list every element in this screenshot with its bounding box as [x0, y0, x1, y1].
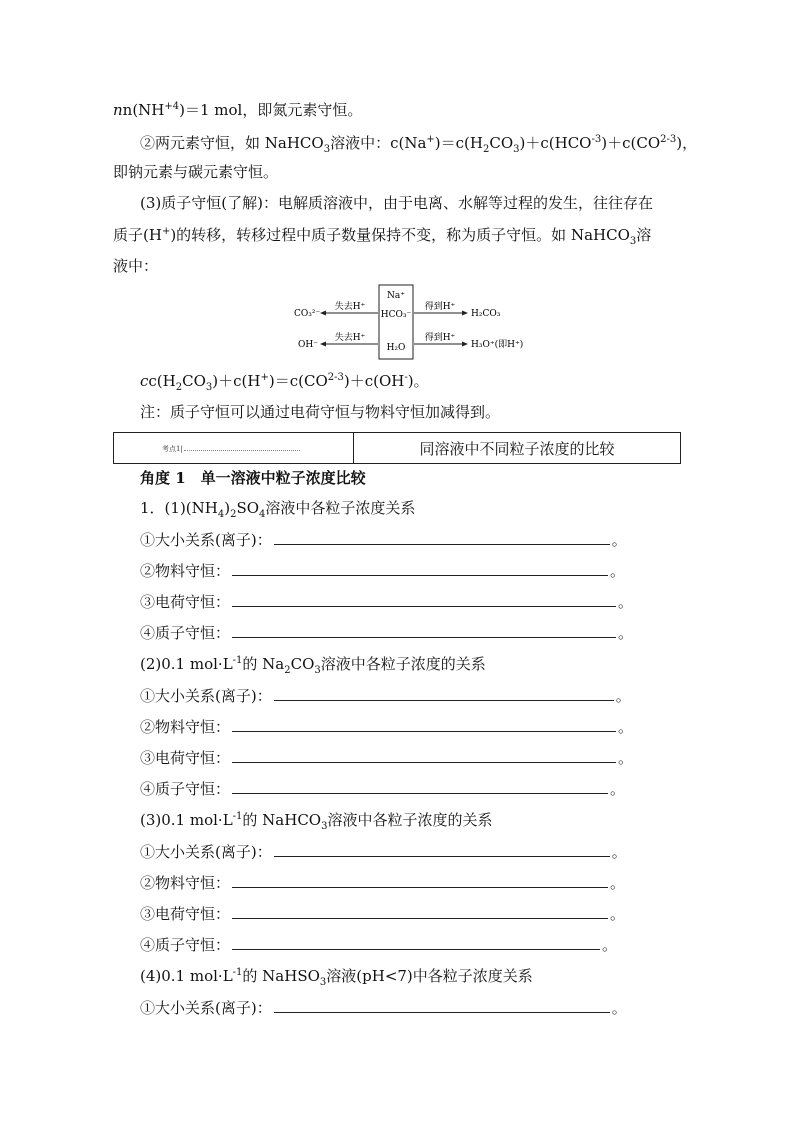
answer-blank[interactable]	[274, 998, 610, 1013]
q3-material-row: ②物料守恒： 。	[140, 874, 626, 892]
angle-title: 角度 1 单一溶液中粒子浓度比较	[140, 469, 366, 487]
q2-size-row: ①大小关系(离子)： 。	[140, 687, 631, 705]
arrow-label-left-top: 失去H⁺	[334, 302, 366, 312]
arrow-label-left-bot: 失去H⁺	[334, 333, 366, 343]
answer-blank[interactable]	[274, 842, 610, 857]
proton-equation: $cc(H_2CO_3)+c(H^+)=c(CO^{2-3})+c(OH^-)$。	[140, 372, 429, 393]
q3-proton-row: ④质子守恒： 。	[140, 936, 618, 954]
diagram-box-top: Na⁺	[387, 291, 405, 301]
q1-proton-row: ④质子守恒： 。	[140, 624, 634, 642]
answer-blank[interactable]	[232, 904, 608, 919]
section-dots	[184, 450, 300, 451]
q2-material-row: ②物料守恒： 。	[140, 718, 634, 736]
paragraph-proton-line2: 质子(H+)的转移，转移过程中质子数量保持不变，称为质子守恒。如 NaHCO$_3$溶	[113, 226, 652, 247]
answer-blank[interactable]	[232, 623, 616, 638]
answer-blank[interactable]	[232, 561, 608, 576]
arrow-label-right-bot: 得到H⁺	[424, 333, 456, 343]
arrowhead-left-bot	[320, 342, 326, 347]
diagram-box-mid: HCO₃⁻	[380, 310, 412, 320]
answer-blank[interactable]	[232, 873, 608, 888]
answer-blank[interactable]	[232, 717, 616, 732]
section-header-box	[113, 432, 681, 464]
answer-blank[interactable]	[232, 592, 616, 607]
paragraph-proton-line1: (3)质子守恒(了解)：电解质溶液中，由于电离、水解等过程的发生，往往存在	[140, 194, 653, 212]
note-line: 注：质子守恒可以通过电荷守恒与物料守恒加减得到。	[140, 403, 501, 421]
q1-size-row: ①大小关系(离子)： 。	[140, 531, 627, 549]
answer-blank[interactable]	[232, 779, 608, 794]
q3-size-row: ①大小关系(离子)： 。	[140, 843, 627, 861]
answer-blank[interactable]	[274, 530, 610, 545]
answer-blank[interactable]	[232, 935, 600, 950]
q2-intro: (2)0.1 $mol\cdot L^{-1}$的 $Na_2CO_3$溶液中各粒子浓度的关系	[140, 655, 486, 676]
q3-charge-row: ③电荷守恒： 。	[140, 905, 626, 923]
q1-material-row: ②物料守恒： 。	[140, 562, 626, 580]
answer-blank[interactable]	[274, 686, 614, 701]
section-tag: 考点1|	[162, 445, 183, 453]
q1-charge-row: ③电荷守恒： 。	[140, 593, 634, 611]
paragraph-two-element-line2: 即钠元素与碳元素守恒。	[113, 163, 279, 181]
diagram-right-bot: H₃O⁺(即H⁺)	[471, 340, 524, 350]
proton-transfer-diagram	[290, 283, 530, 361]
diagram-left-top: CO₃²⁻	[294, 309, 321, 319]
ion-charge: +4	[164, 101, 180, 112]
q2-charge-row: ③电荷守恒： 。	[140, 749, 634, 767]
arrowhead-left-top	[320, 311, 326, 316]
q1-intro: 1．$(1)(NH_4)_2SO_4$溶液中各粒子浓度关系	[140, 499, 416, 520]
answer-blank[interactable]	[232, 748, 616, 763]
arrowhead-right-bot	[462, 342, 468, 347]
formula-n: n	[113, 101, 123, 119]
q4-intro: (4)0.1 $mol\cdot L^{-1}$的 NaHSO$_3$溶液(pH<7)中各粒子浓度关系	[140, 967, 533, 988]
formula-text: n(NH	[122, 101, 165, 119]
paragraph-nitrogen-conservation	[113, 100, 794, 120]
paragraph-proton-line3: 液中：	[113, 257, 159, 275]
section-title: 同溶液中不同粒子浓度的比较	[419, 439, 615, 458]
q2-proton-row: ④质子守恒： 。	[140, 780, 626, 798]
formula-rest: )＝1 mol，即氮元素守恒。	[179, 101, 363, 119]
arrowhead-right-top	[462, 311, 468, 316]
arrow-label-right-top: 得到H⁺	[424, 302, 456, 312]
diagram-right-top: H₂CO₃	[471, 309, 501, 319]
diagram-box-bot: H₂O	[386, 343, 406, 353]
section-header-left	[114, 433, 354, 463]
q4-size-row: ①大小关系(离子)： 。	[140, 999, 627, 1017]
q3-intro: (3)0.1 $mol\cdot L^{-1}$的 NaHCO$_3$溶液中各粒子浓度的关系	[140, 811, 493, 832]
paragraph-two-element: ②两元素守恒，如 NaHCO$_3$溶液中：$c(Na^+)=c(H_2CO_3)+c(HCO^{-3})+c(CO^{2-3})$，	[140, 134, 698, 155]
diagram-left-bot: OH⁻	[298, 340, 318, 350]
